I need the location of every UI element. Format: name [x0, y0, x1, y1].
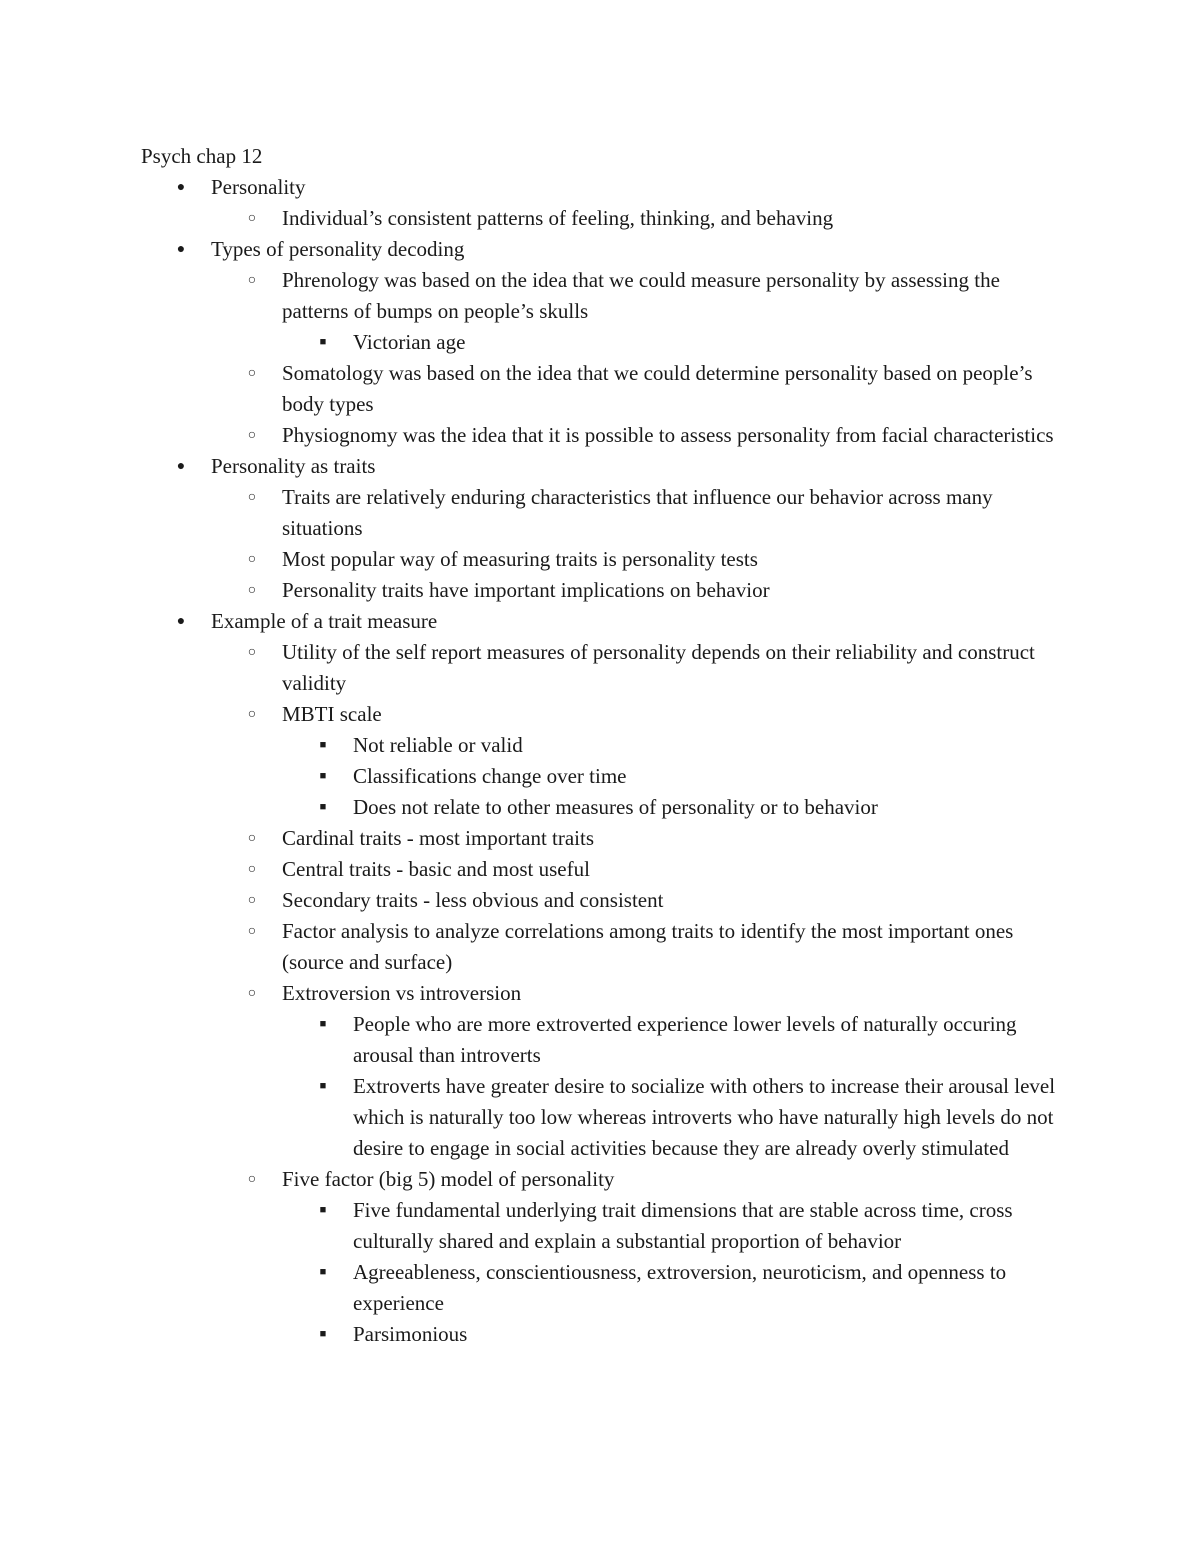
list-item-text: Not reliable or valid [353, 733, 523, 757]
list-item-text: Extroverts have greater desire to socialize with others to increase their arousal level which is naturally too low whereas introverts who have naturally high levels do not desire to engage in social activities because they are already overly stimulated [353, 1074, 1056, 1160]
document-title: Psych chap 12 [141, 144, 263, 168]
sub-list [141, 265, 1061, 451]
bullet-square-icon: ■ [319, 1328, 327, 1340]
list-item-text: Utility of the self report measures of personality depends on their reliability and construct validity [282, 640, 1035, 695]
list-item [141, 575, 1061, 606]
list-item-text: Personality traits have important implications on behavior [282, 578, 770, 602]
list-item-text: Individual’s consistent patterns of feeling, thinking, and behaving [282, 206, 834, 230]
list-item [141, 637, 1061, 699]
bullet-hollow-circle-icon: ○ [247, 831, 257, 846]
list-item [141, 854, 1061, 885]
bullet-square-icon: ■ [319, 336, 327, 348]
bullet-hollow-circle-icon: ○ [247, 273, 257, 288]
list-item-text: People who are more extroverted experience lower levels of naturally occuring arousal than introverts [353, 1012, 1017, 1067]
list-item-text: Agreeableness, conscientiousness, extroversion, neuroticism, and openness to experience [353, 1260, 1007, 1315]
list-item [141, 544, 1061, 575]
bullet-square-icon: ■ [319, 1266, 327, 1278]
list-item-text: Victorian age [353, 330, 466, 354]
list-item-text: Types of personality decoding [211, 237, 465, 261]
list-item [141, 265, 1061, 327]
sub-list [141, 327, 1061, 358]
bullet-filled-circle-icon: ● [176, 180, 186, 195]
list-item [141, 978, 1061, 1009]
bullet-hollow-circle-icon: ○ [247, 583, 257, 598]
list-item [141, 916, 1061, 978]
list-item [141, 761, 1061, 792]
list-item-text: Extroversion vs introversion [282, 981, 522, 1005]
list-item [141, 234, 1061, 265]
list-item-text: Parsimonious [353, 1322, 468, 1346]
list-item-text: Five factor (big 5) model of personality [282, 1167, 615, 1191]
bullet-hollow-circle-icon: ○ [247, 924, 257, 939]
bullet-square-icon: ■ [319, 770, 327, 782]
list-item-text: Does not relate to other measures of personality or to behavior [353, 795, 878, 819]
bullet-filled-circle-icon: ● [176, 614, 186, 629]
list-item-text: Phrenology was based on the idea that we could measure personality by assessing the patterns of bumps on people’s skulls [282, 268, 1000, 323]
list-item-text: MBTI scale [282, 702, 382, 726]
sub-list [141, 1009, 1061, 1164]
bullet-filled-circle-icon: ● [176, 459, 186, 474]
list-item [141, 1195, 1061, 1257]
list-item [141, 1009, 1061, 1071]
list-item [141, 823, 1061, 854]
list-item [141, 885, 1061, 916]
document-page [141, 141, 1061, 1350]
sub-list [141, 637, 1061, 1350]
list-item [141, 730, 1061, 761]
list-item [141, 203, 1061, 234]
list-item-text: Personality as traits [211, 454, 376, 478]
bullet-hollow-circle-icon: ○ [247, 707, 257, 722]
bullet-hollow-circle-icon: ○ [247, 893, 257, 908]
list-item-text: Example of a trait measure [211, 609, 438, 633]
bullet-square-icon: ■ [319, 1204, 327, 1216]
sub-list [141, 1195, 1061, 1350]
bullet-hollow-circle-icon: ○ [247, 366, 257, 381]
bullet-hollow-circle-icon: ○ [247, 645, 257, 660]
bullet-hollow-circle-icon: ○ [247, 1172, 257, 1187]
list-item-text: Traits are relatively enduring characteristics that influence our behavior across many situations [282, 485, 993, 540]
list-item [141, 420, 1061, 451]
bullet-square-icon: ■ [319, 1080, 327, 1092]
bullet-hollow-circle-icon: ○ [247, 211, 257, 226]
outline-list [141, 172, 1061, 1350]
sub-list [141, 203, 1061, 234]
bullet-hollow-circle-icon: ○ [247, 490, 257, 505]
list-item-text: Five fundamental underlying trait dimensions that are stable across time, cross culturally shared and explain a substantial proportion of behavior [353, 1198, 1013, 1253]
list-item-text: Classifications change over time [353, 764, 627, 788]
bullet-hollow-circle-icon: ○ [247, 428, 257, 443]
bullet-hollow-circle-icon: ○ [247, 986, 257, 1001]
list-item-text: Somatology was based on the idea that we could determine personality based on people’s body types [282, 361, 1033, 416]
list-item-text: Central traits - basic and most useful [282, 857, 590, 881]
sub-list [141, 730, 1061, 823]
list-item [141, 1071, 1061, 1164]
list-item [141, 699, 1061, 730]
list-item-text: Cardinal traits - most important traits [282, 826, 595, 850]
list-item-text: Most popular way of measuring traits is personality tests [282, 547, 758, 571]
list-item [141, 172, 1061, 203]
list-item [141, 1164, 1061, 1195]
list-item-text: Factor analysis to analyze correlations among traits to identify the most important ones (source and surface) [282, 919, 1014, 974]
bullet-square-icon: ■ [319, 739, 327, 751]
list-item [141, 606, 1061, 637]
list-item [141, 358, 1061, 420]
bullet-filled-circle-icon: ● [176, 242, 186, 257]
list-item [141, 482, 1061, 544]
list-item [141, 1257, 1061, 1319]
list-item-text: Secondary traits - less obvious and consistent [282, 888, 664, 912]
bullet-square-icon: ■ [319, 801, 327, 813]
list-item-text: Physiognomy was the idea that it is possible to assess personality from facial characteristics [282, 423, 1054, 447]
list-item [141, 327, 1061, 358]
list-item [141, 1319, 1061, 1350]
list-item [141, 451, 1061, 482]
bullet-hollow-circle-icon: ○ [247, 862, 257, 877]
list-item-text: Personality [211, 175, 306, 199]
bullet-hollow-circle-icon: ○ [247, 552, 257, 567]
bullet-square-icon: ■ [319, 1018, 327, 1030]
sub-list [141, 482, 1061, 606]
list-item [141, 792, 1061, 823]
